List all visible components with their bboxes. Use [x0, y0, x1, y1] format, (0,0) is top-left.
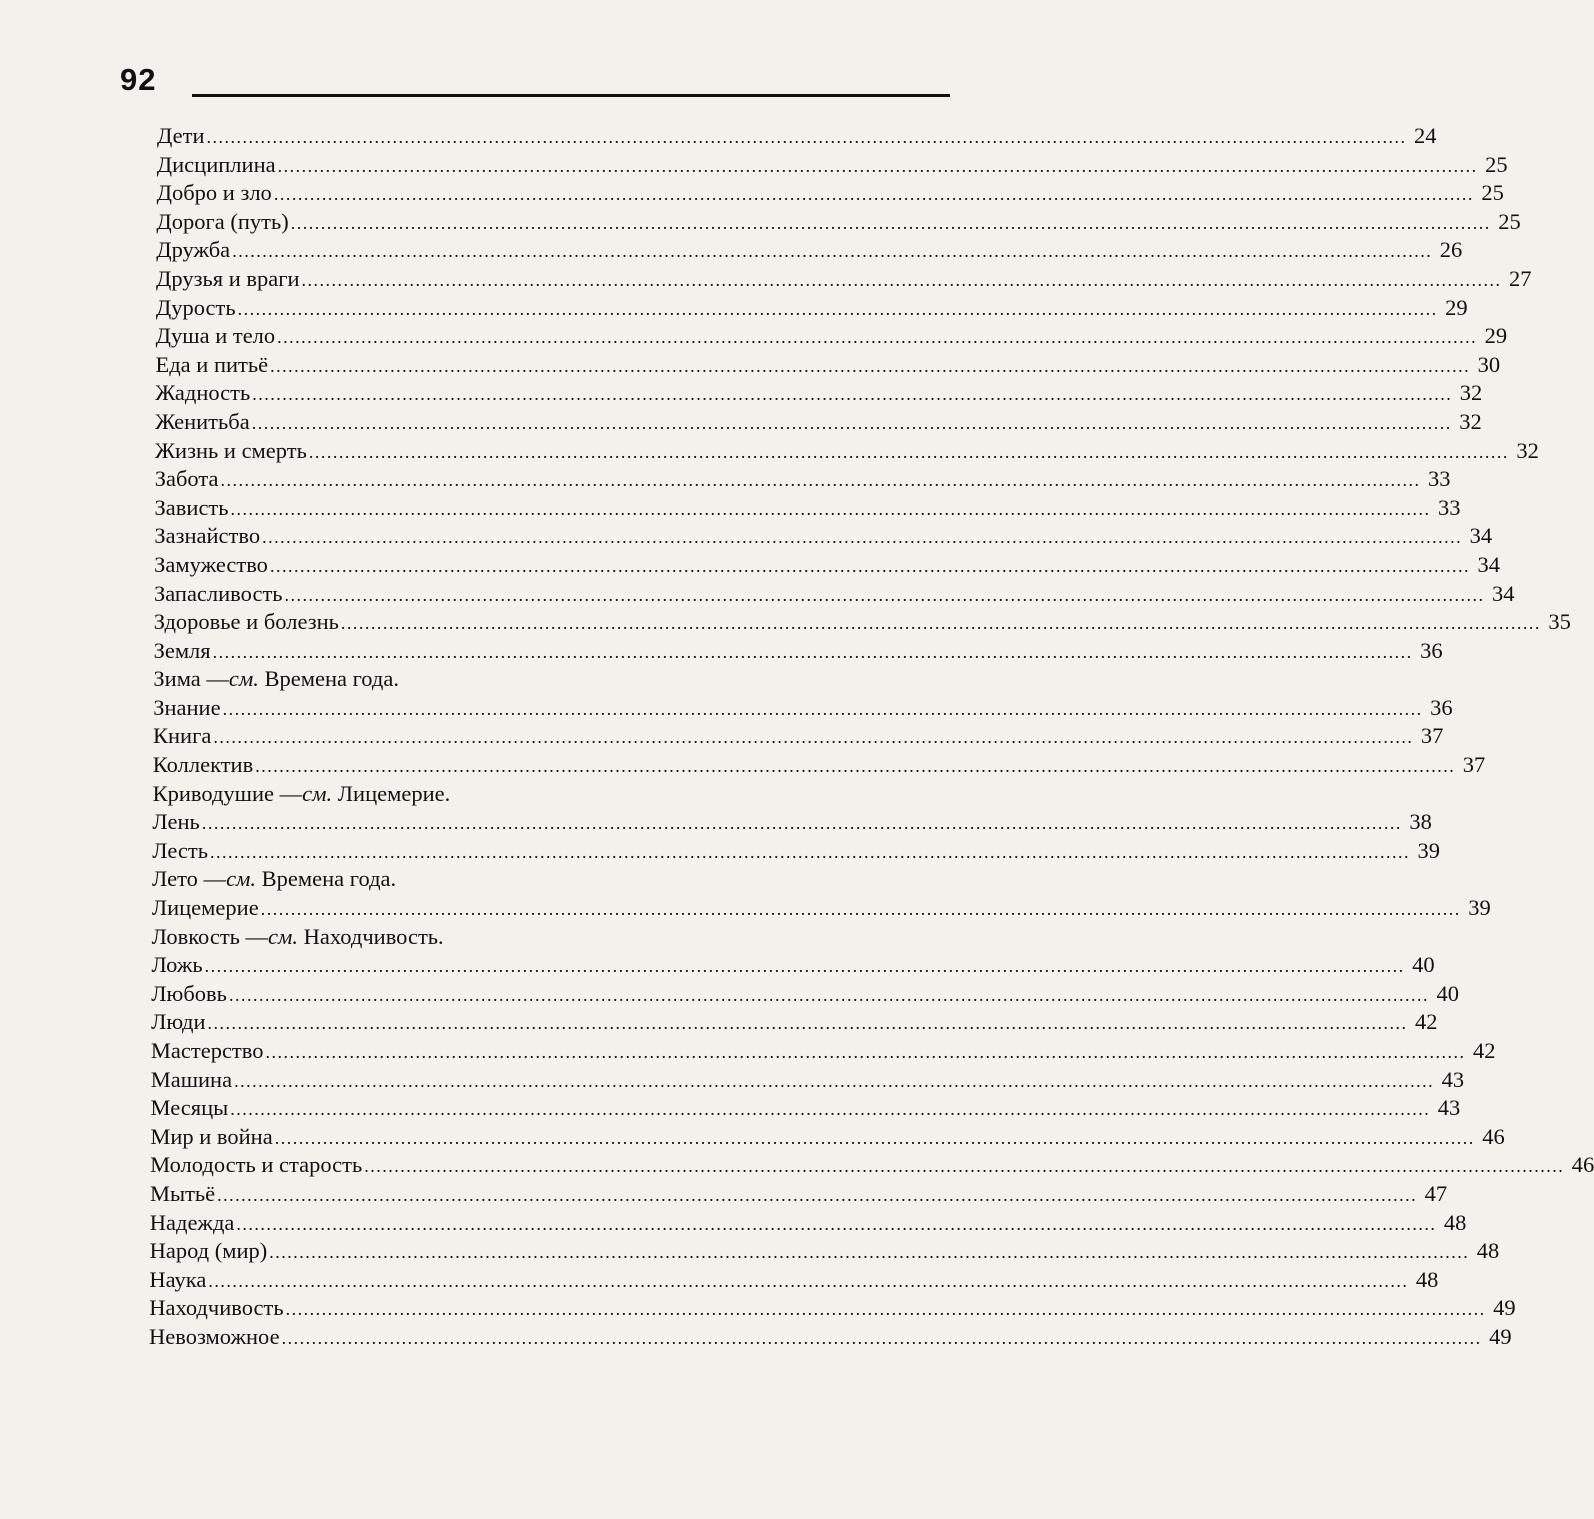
toc-entry — [152, 808, 1432, 837]
toc-entry — [156, 179, 1504, 208]
toc-entry-label: Друзья и враги — [156, 265, 300, 291]
toc-entry-label: Дисциплина — [156, 151, 276, 177]
see-abbreviation: см. — [226, 866, 257, 892]
toc-entry-label: Лень — [152, 809, 200, 835]
toc-entry-page: 27 — [1509, 265, 1532, 291]
toc-entry-label: Находчивость — [149, 1295, 284, 1321]
toc-entry-label: Зависть — [154, 494, 229, 520]
toc-entry-label: Знание — [153, 694, 221, 720]
toc-entry-label: Невозможное — [149, 1323, 280, 1349]
toc-leader-dots: ........................................................................................................................................................................................................ — [265, 1042, 1466, 1062]
toc-entry-label: Дети — [157, 123, 205, 148]
toc-entry — [155, 322, 1508, 351]
toc-entry-page: 29 — [1445, 294, 1468, 320]
toc-entry — [156, 265, 1532, 294]
toc-entry-page: 33 — [1438, 494, 1461, 520]
toc-entry — [149, 1266, 1439, 1295]
toc-entry — [150, 1151, 1594, 1180]
page-number: 92 — [120, 62, 157, 97]
toc-entry-page: 36 — [1420, 637, 1443, 663]
toc-entry-label: Зазнайство — [154, 523, 261, 549]
toc-leader-dots: ........................................................................................................................................................................................................ — [232, 241, 1433, 262]
toc-entry — [154, 551, 1500, 580]
toc-leader-dots: ........................................................................................................................................................................................................ — [251, 412, 1452, 433]
toc-entry-page: 30 — [1477, 351, 1501, 377]
toc-entry-page: 37 — [1462, 752, 1486, 778]
toc-entry — [156, 236, 1463, 265]
toc-entry — [153, 608, 1571, 637]
toc-leader-dots: ........................................................................................................................................................................................................ — [228, 984, 1429, 1005]
toc-entry-label: Женитьба — [155, 408, 250, 434]
toc-entry-label: Лицемерие — [151, 895, 259, 921]
toc-entry-label: Народ (мир) — [149, 1238, 268, 1264]
toc-entry — [157, 122, 1437, 151]
toc-entry-label: Книга — [153, 723, 212, 749]
toc-entry-page: 32 — [1459, 408, 1482, 434]
toc-leader-dots: ........................................................................................................................................................................................................ — [236, 1213, 1437, 1234]
header-rule — [192, 94, 950, 97]
toc-entry — [155, 294, 1468, 323]
toc-leader-dots: ........................................................................................................................................................................................................ — [230, 498, 1431, 519]
see-target: Времена года. — [264, 666, 399, 692]
toc-entry-label: Коллектив — [152, 752, 254, 778]
toc-entry — [152, 751, 1486, 780]
toc-entry-page: 25 — [1498, 208, 1521, 234]
toc-leader-dots: ........................................................................................................................................................................................................ — [285, 1299, 1486, 1320]
toc-entry — [153, 580, 1515, 609]
toc-entry-page: 24 — [1413, 123, 1437, 148]
toc-entry-page: 43 — [1441, 1066, 1465, 1092]
see-target: Находчивость. — [303, 923, 444, 949]
toc-entry-label: Еда и питьё — [155, 351, 269, 377]
toc-cross-reference — [268, 923, 444, 951]
toc-entry — [149, 1180, 1448, 1209]
toc-entry-page: 40 — [1412, 952, 1435, 978]
toc-leader-dots: ........................................................................................................................................................................................................ — [217, 1184, 1418, 1205]
toc-leader-dots: ........................................................................................................................................................................................................ — [209, 841, 1410, 862]
toc-entry-label: Мастерство — [150, 1038, 264, 1063]
toc-leader-dots: ........................................................................................................................................................................................................ — [277, 155, 1478, 176]
toc-entry — [150, 1094, 1461, 1123]
toc-entry-page: 38 — [1409, 809, 1432, 835]
toc-entry-label: Жизнь и смерть — [154, 437, 307, 463]
toc-entry-label: Машина — [150, 1066, 233, 1092]
toc-leader-dots: ........................................................................................................................................................................................................ — [201, 813, 1402, 834]
toc-entry-label: Мир и война — [150, 1123, 273, 1149]
toc-leader-dots: ........................................................................................................................................................................................................ — [262, 527, 1463, 548]
toc-leader-dots: ........................................................................................................................................................................................................ — [308, 441, 1509, 462]
toc-leader-dots: ........................................................................................................................................................................................................ — [364, 1156, 1565, 1177]
toc-leader-dots: ........................................................................................................................................................................................................ — [237, 298, 1438, 319]
toc-leader-dots: ........................................................................................................................................................................................................ — [270, 355, 1471, 376]
toc-entry-label: Дружба — [156, 237, 231, 263]
toc-entry-page: 37 — [1420, 723, 1444, 749]
toc-leader-dots: ........................................................................................................................................................................................................ — [277, 327, 1478, 348]
toc-entry-page: 32 — [1459, 380, 1483, 406]
toc-cross-reference — [229, 665, 399, 693]
toc-entry-page: 46 — [1571, 1152, 1594, 1178]
toc-entry — [149, 1237, 1500, 1266]
toc-leader-dots: ........................................................................................................................................................................................................ — [290, 212, 1491, 233]
toc-entry-page: 49 — [1489, 1323, 1512, 1349]
toc-leader-dots: ........................................................................................................................................................................................................ — [208, 1270, 1409, 1291]
toc-entry — [153, 780, 950, 809]
table-of-contents — [149, 122, 1594, 1352]
toc-leader-dots: ........................................................................................................................................................................................................ — [269, 555, 1470, 576]
toc-entry-page: 46 — [1482, 1123, 1505, 1149]
toc-entry-label: Лето — — [152, 866, 227, 892]
toc-leader-dots: ........................................................................................................................................................................................................ — [301, 269, 1502, 290]
toc-leader-dots: ........................................................................................................................................................................................................ — [230, 1099, 1431, 1120]
toc-entry — [152, 837, 1440, 866]
toc-entry-label: Мытьё — [149, 1180, 216, 1206]
toc-leader-dots: ........................................................................................................................................................................................................ — [284, 584, 1485, 605]
toc-entry-label: Жадность — [155, 380, 251, 406]
toc-leader-dots: ........................................................................................................................................................................................................ — [204, 956, 1405, 977]
see-abbreviation: см. — [302, 780, 333, 806]
toc-entry-page: 48 — [1415, 1266, 1439, 1292]
toc-entry — [153, 637, 1443, 666]
toc-entry-label: Любовь — [151, 980, 227, 1006]
toc-leader-dots: ........................................................................................................................................................................................................ — [213, 727, 1414, 748]
toc-entry-label: Наука — [149, 1266, 207, 1292]
toc-entry-page: 25 — [1481, 180, 1504, 206]
toc-entry — [152, 923, 950, 952]
toc-cross-reference — [226, 865, 396, 893]
toc-entry-page: 42 — [1472, 1038, 1496, 1063]
toc-entry-page: 42 — [1415, 1009, 1438, 1035]
toc-entry — [150, 1037, 1496, 1066]
toc-entry — [150, 1123, 1505, 1152]
toc-leader-dots: ........................................................................................................................................................................................................ — [206, 127, 1407, 147]
toc-leader-dots: ........................................................................................................................................................................................................ — [220, 470, 1421, 491]
toc-entry-page: 34 — [1477, 551, 1500, 577]
toc-entry — [149, 1294, 1516, 1323]
toc-entry-page: 34 — [1492, 580, 1515, 606]
toc-entry-label: Душа и тело — [155, 323, 276, 349]
see-abbreviation: см. — [228, 666, 259, 692]
toc-entry-label: Ложь — [151, 952, 203, 978]
toc-entry-page: 43 — [1437, 1095, 1461, 1121]
toc-leader-dots: ........................................................................................................................................................................................................ — [269, 1242, 1470, 1263]
toc-entry-label: Замужество — [154, 551, 268, 577]
toc-entry-label: Лесть — [152, 837, 208, 863]
toc-entry — [154, 437, 1539, 466]
toc-entry — [154, 494, 1461, 523]
toc-entry — [151, 980, 1459, 1009]
toc-entry — [149, 1209, 1467, 1238]
toc-entry — [155, 408, 1482, 437]
toc-leader-dots: ........................................................................................................................................................................................................ — [252, 384, 1453, 405]
toc-entry-page: 29 — [1484, 323, 1508, 349]
toc-entry — [151, 894, 1491, 923]
toc-entry-page: 39 — [1468, 895, 1491, 921]
toc-entry-label: Дурость — [155, 294, 236, 320]
see-target: Времена года. — [261, 866, 397, 892]
toc-entry-label: Здоровье и болезнь — [153, 609, 339, 635]
toc-entry — [153, 722, 1444, 751]
toc-entry-label: Дорога (путь) — [156, 208, 289, 234]
toc-entry-label: Зима — — [153, 666, 229, 692]
toc-entry-page: 48 — [1476, 1238, 1500, 1264]
toc-entry-label: Молодость и старость — [150, 1152, 363, 1178]
toc-entry — [154, 522, 1493, 551]
toc-entry-page: 49 — [1493, 1295, 1516, 1321]
toc-entry-page: 32 — [1516, 437, 1539, 463]
toc-entry — [152, 865, 950, 894]
toc-leader-dots: ........................................................................................................................................................................................................ — [273, 184, 1474, 205]
toc-entry — [155, 379, 1483, 408]
toc-entry-page: 39 — [1417, 837, 1440, 863]
toc-entry-label: Добро и зло — [156, 180, 272, 206]
toc-leader-dots: ........................................................................................................................................................................................................ — [255, 756, 1456, 777]
toc-leader-dots: ........................................................................................................................................................................................................ — [340, 613, 1541, 634]
toc-leader-dots: ........................................................................................................................................................................................................ — [212, 641, 1413, 662]
toc-entry-page: 48 — [1443, 1209, 1467, 1235]
toc-entry-label: Запасливость — [153, 580, 283, 606]
toc-entry-label: Криводушие — — [152, 780, 303, 806]
toc-entry-page: 25 — [1485, 151, 1508, 177]
toc-cross-reference — [302, 780, 450, 808]
toc-leader-dots: ........................................................................................................................................................................................................ — [281, 1327, 1482, 1348]
toc-entry — [153, 665, 950, 694]
toc-entry-label: Надежда — [149, 1209, 235, 1235]
toc-entry — [155, 351, 1501, 380]
toc-leader-dots: ........................................................................................................................................................................................................ — [222, 698, 1423, 719]
toc-leader-dots: ........................................................................................................................................................................................................ — [207, 1013, 1408, 1034]
toc-entry-label: Земля — [153, 637, 211, 663]
toc-entry — [149, 1323, 1512, 1352]
toc-entry-page: 35 — [1548, 609, 1571, 635]
toc-entry-label: Забота — [154, 466, 219, 492]
toc-entry-page: 36 — [1430, 694, 1453, 720]
toc-entry-label: Люди — [151, 1009, 206, 1035]
toc-leader-dots: ........................................................................................................................................................................................................ — [260, 899, 1461, 920]
toc-entry-label: Ловкость — — [151, 923, 269, 949]
see-abbreviation: см. — [268, 923, 299, 949]
toc-entry — [154, 465, 1451, 494]
see-target: Лицемерие. — [337, 780, 451, 806]
toc-entry — [156, 208, 1521, 237]
toc-entry-page: 40 — [1436, 980, 1459, 1006]
toc-entry-label: Месяцы — [150, 1095, 229, 1121]
toc-entry — [151, 951, 1435, 980]
toc-entry-page: 33 — [1427, 466, 1451, 492]
toc-entry-page: 26 — [1439, 237, 1463, 263]
toc-entry-page: 47 — [1424, 1180, 1448, 1206]
toc-entry — [150, 1066, 1465, 1095]
toc-entry — [153, 694, 1453, 723]
toc-entry-page: 34 — [1469, 523, 1493, 549]
toc-leader-dots: ........................................................................................................................................................................................................ — [274, 1127, 1475, 1148]
toc-entry — [156, 151, 1508, 180]
toc-leader-dots: ........................................................................................................................................................................................................ — [234, 1070, 1435, 1091]
toc-entry — [151, 1008, 1438, 1037]
